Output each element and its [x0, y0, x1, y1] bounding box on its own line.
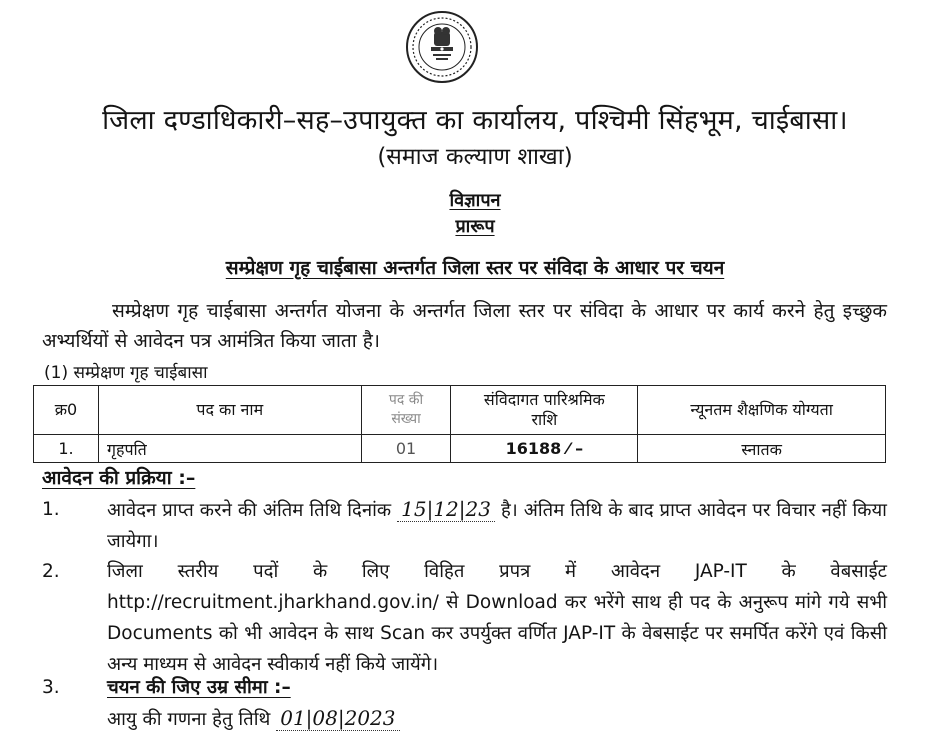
process-item-3	[42, 672, 887, 735]
table-header-row	[34, 386, 886, 435]
state-emblem-seal-icon	[405, 10, 479, 84]
section-label: (1) सम्प्रेक्षण गृह चाईबासा	[44, 363, 208, 383]
item-number: 1.	[42, 499, 60, 520]
posts-table	[33, 385, 886, 463]
advertisement-label: विज्ञापन	[449, 190, 501, 211]
item-1-text-end: है। अंतिम तिथि के बाद प्राप्त आवेदन पर विचार नहीं किया जायेगा।	[107, 500, 887, 552]
age-limit-title: चयन की जिए उम्र सीमा :–	[107, 677, 291, 698]
cell-salary: 16188 ⁄ –	[451, 435, 638, 463]
item-1-text-start: आवेदन प्राप्त करने की अंतिम तिथि दिनांक	[107, 500, 392, 521]
intro-paragraph: सम्प्रेक्षण गृह चाईबासा अन्तर्गत योजना के अन्तर्गत जिला स्तर पर संविदा के आधार पर कार्य करने हेतु इच्छुक अभ्यर्थियों से आवेदन पत्र आमंत्रित किया जाता है।	[42, 300, 887, 352]
subject-line	[0, 256, 950, 280]
format-label: प्रारूप	[455, 216, 495, 237]
header-salary	[451, 386, 638, 435]
cell-count: 01	[361, 435, 451, 463]
header-post: पद का नाम	[98, 386, 361, 435]
format-title	[0, 216, 950, 238]
header-count-line1: पद की	[388, 392, 424, 408]
header-qualification: न्यूनतम शैक्षणिक योग्यता	[638, 386, 886, 435]
age-calc-label: आयु की गणना हेतु तिथि	[107, 709, 271, 730]
item-number: 2.	[42, 561, 60, 582]
process-item-1	[42, 494, 887, 557]
cell-serial: 1.	[34, 435, 99, 463]
advertisement-title	[0, 190, 950, 212]
item-2-text: जिला स्तरीय पदों के लिए विहित प्रपत्र में आवेदन JAP-IT के वेबसाईट http://recruitment.jharkhand.gov.in/ से Download कर भरेंगे साथ ही पद के अनुरूप मांगे गये सभी Documents को भी आवेदन के साथ Scan कर उपर्युक्त वर्णित JAP-IT के वेबसाईट पर समर्पित करेंगे एवं किसी अन्य माध्यम से आवेदन स्वीकार्य नहीं किये जायेंगे।	[107, 561, 887, 675]
cell-qualification: स्नातक	[638, 435, 886, 463]
header-salary-line2: राशि	[531, 410, 558, 429]
deadline-date: 15|12|23	[397, 497, 495, 522]
header-salary-line1: संविदागत पारिश्रमिक	[483, 390, 605, 409]
branch-subheading: (समाज कल्याण शाखा)	[377, 144, 573, 170]
header-count-line2: संख्या	[391, 411, 421, 427]
header-serial: क्र0	[34, 386, 99, 435]
item-number: 3.	[42, 677, 60, 698]
age-calc-date: 01|08|2023	[276, 706, 399, 731]
table-row	[34, 435, 886, 463]
process-item-2	[42, 556, 887, 680]
header-count	[361, 386, 451, 435]
process-heading: आवेदन की प्रक्रिया :–	[42, 467, 196, 489]
office-heading: जिला दण्डाधिकारी–सह–उपायुक्त का कार्यालय, पश्चिमी सिंहभूम, चाईबासा।	[102, 105, 848, 136]
cell-post: गृहपति	[98, 435, 361, 463]
subject-text: सम्प्रेक्षण गृह चाईबासा अन्तर्गत जिला स्तर पर संविदा के आधार पर चयन	[225, 257, 725, 279]
